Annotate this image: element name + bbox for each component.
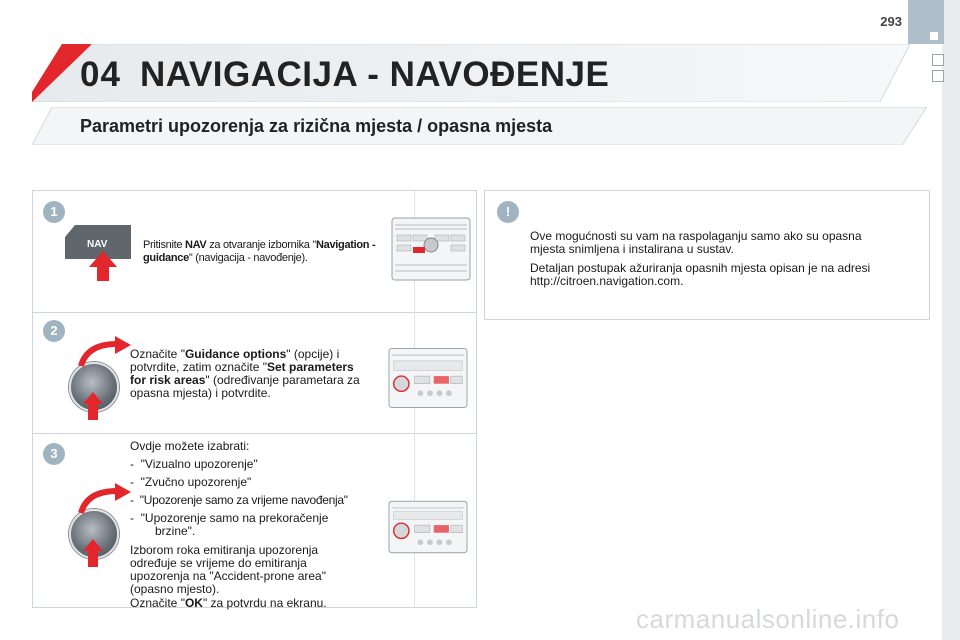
chapter-title: NAVIGACIJA - NAVOĐENJE — [140, 55, 610, 94]
page-tab — [908, 0, 944, 44]
step-2-text: Označite "Guidance options" (opcije) i potvrdite, zatim označite "Set parameters for risk areas" (određivanje parametara za opasna mjesta) i potvrdite. — [130, 347, 360, 400]
warning-icon: ! — [497, 201, 519, 223]
bookmark-square-icon — [932, 70, 944, 82]
radio-panel-thumbnail — [391, 217, 471, 281]
step-3-intro: Ovdje možete izabrati: — [130, 439, 250, 453]
step-3-explanation: Izborom roka emitiranja upozorenja određuje se vrijeme do emitiranja upozorenja na "Accident-prone area" (opasno mjesto). — [130, 543, 326, 596]
option-item: - "Zvučno upozorenje" — [130, 475, 252, 489]
step-badge-3: 3 — [43, 443, 65, 465]
nav-button-icon — [65, 221, 137, 283]
step-badge-2: 2 — [43, 320, 65, 342]
steps-panel — [32, 190, 477, 608]
step-badge-1: 1 — [43, 201, 65, 223]
nav-button-label: NAV — [87, 239, 108, 250]
watermark: carmanualsonline.info — [636, 604, 900, 634]
bookmark-square-icon — [932, 54, 944, 66]
note-text: Ove mogućnosti su vam na raspolaganju samo ako su opasna mjesta snimljena i instalirana u sustav. — [530, 229, 862, 256]
step-1-text: Pritisnite NAV za otvaranje izbornika "Navigation - guidance" (navigacija - navođenje). — [143, 239, 376, 264]
section-title: Parametri upozorenja za rizična mjesta / opasna mjesta — [80, 116, 553, 136]
page-number: 293 — [880, 14, 902, 29]
page-tab-mark — [930, 32, 938, 40]
note-text-2: Detaljan postupak ažuriranja opasnih mjesta opisan je na adresi http://citroen.navigation.com. — [530, 261, 871, 288]
option-item: - "Vizualno upozorenje" — [130, 457, 258, 471]
option-item: - "Upozorenje samo za vrijeme navođenja" — [130, 493, 348, 507]
step-row-2 — [33, 312, 476, 434]
radio-panel-thumbnail — [388, 495, 468, 559]
chapter-number: 04 — [80, 55, 121, 94]
step-row-1 — [33, 191, 476, 313]
step-row-3 — [33, 433, 476, 610]
side-strip — [942, 0, 960, 640]
step-3-confirm: Označite "OK" za potvrdu na ekranu. — [130, 596, 327, 610]
radio-panel-thumbnail — [388, 346, 468, 410]
option-item: - "Upozorenje samo na prekoračenje — [130, 511, 329, 525]
option-item-continued: brzine". — [155, 524, 196, 538]
note-panel — [484, 190, 930, 320]
